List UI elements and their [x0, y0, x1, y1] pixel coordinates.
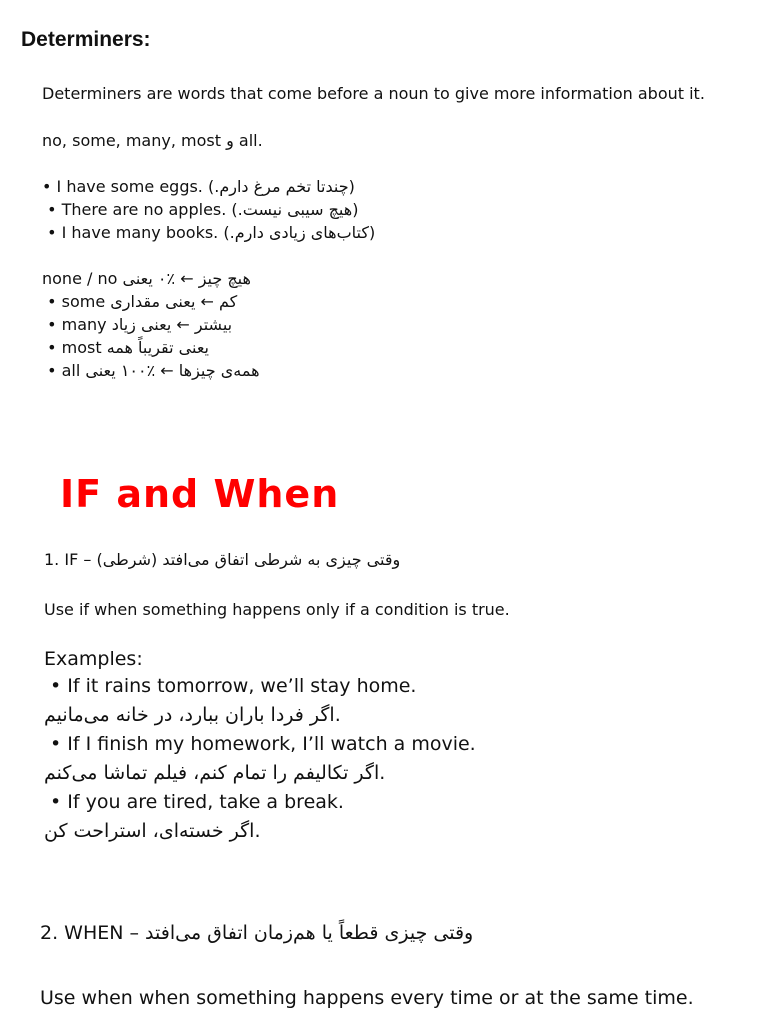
determiner-meaning-line: • most یعنی تقریباً همه: [42, 338, 209, 357]
if-title: 1. IF – (شرطی) وقتی چیزی به شرطی اتفاق می‌افتد: [44, 550, 401, 569]
determiner-example-line: • There are no apples. (.هیچ سیبی نیست): [42, 200, 359, 219]
examples-label: Examples:: [44, 648, 143, 670]
determiners-list-line: no, some, many, most و all.: [42, 131, 263, 150]
determiner-meaning-line: • all همه‌ی چیزها ← ٪۱۰۰ یعنی: [42, 361, 260, 380]
determiner-meaning-line: • some کم ← یعنی مقداری: [42, 292, 238, 311]
if-example-english: • If I finish my homework, I’ll watch a movie.: [44, 733, 476, 755]
if-example-persian: اگر تکالیفم را تمام کنم، فیلم تماشا می‌کنم.: [44, 762, 386, 784]
determiner-example-line: • I have some eggs. (.چندتا تخم مرغ دارم): [42, 177, 355, 196]
if-when-heading: IF and When: [60, 472, 340, 516]
if-description: Use if when something happens only if a condition is true.: [44, 600, 510, 619]
determiner-meaning-line: • many بیشتر ← یعنی زیاد: [42, 315, 233, 334]
if-example-persian: اگر خسته‌ای، استراحت کن.: [44, 820, 261, 842]
determiner-example-line: • I have many books. (.کتاب‌های زیادی دارم): [42, 223, 376, 242]
when-title: 2. WHEN – وقتی چیزی قطعاً یا هم‌زمان اتفاق می‌افتد: [40, 922, 474, 944]
determiners-intro: Determiners are words that come before a noun to give more information about it.: [42, 84, 705, 103]
if-example-english: • If it rains tomorrow, we’ll stay home.: [44, 675, 417, 697]
when-description: Use when when something happens every time or at the same time.: [40, 987, 694, 1009]
if-example-english: • If you are tired, take a break.: [44, 791, 344, 813]
determiners-title: Determiners:: [21, 28, 151, 51]
if-example-persian: اگر فردا باران ببارد، در خانه می‌مانیم.: [44, 704, 341, 726]
determiner-meaning-line: none / no هیچ چیز ← ٪۰ یعنی: [42, 269, 251, 288]
